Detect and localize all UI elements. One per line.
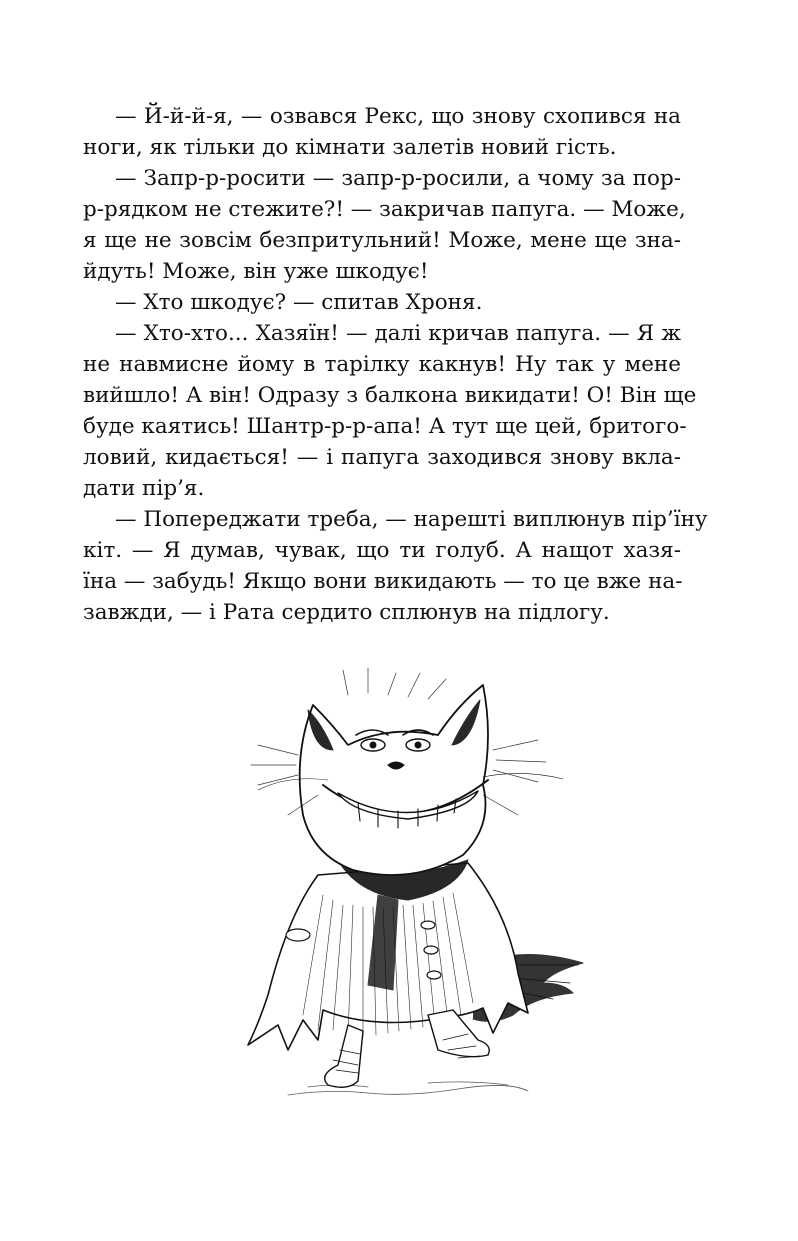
text-line-7: — Хто шкодує? — спитав Хроня. xyxy=(115,290,483,315)
text-line-15: кіт. — Я думав, чувак, що ти голуб. А нащот хазя- xyxy=(83,538,681,563)
text-line-3: — Запр-р-росити — запр-р-росили, а чому за пор- xyxy=(115,166,681,191)
text-line-12: ловий, кидається! — і папуга заходився знову вкла- xyxy=(83,445,681,470)
text-line-17: завжди, — і Рата сердито сплюнув на підлогу. xyxy=(83,600,610,625)
text-line-4: р-рядком не стежите?! — закричав папуга. — Може, xyxy=(83,197,686,222)
text-line-11: буде каятись! Шантр-р-р-апа! А тут ще цей, бритого- xyxy=(83,414,687,439)
text-line-5: я ще не зовсім безпритульний! Може, мене ще зна- xyxy=(83,228,681,253)
page-text xyxy=(83,101,708,628)
text-line-6: йдуть! Може, він уже шкодує! xyxy=(83,259,429,284)
grinning-cat-illustration xyxy=(228,665,598,1105)
text-line-10: вийшло! А він! Одразу з балкона викидати! О! Він ще xyxy=(83,383,697,408)
text-line-1: — Й-й-й-я, — озвався Рекс, що знову схопився на xyxy=(115,104,681,129)
text-line-13: дати пір’я. xyxy=(83,476,205,501)
grinning-cat-icon xyxy=(248,668,583,1095)
text-line-8: — Хто-хто... Хазяїн! — далі кричав папуга. — Я ж xyxy=(115,321,681,346)
text-line-16: їна — забудь! Якщо вони викидають — то це вже на- xyxy=(83,569,683,594)
text-line-9: не навмисне йому в тарілку какнув! Ну так у мене xyxy=(83,352,681,377)
text-line-14: — Попереджати треба, — нарешті виплюнув пір’їну xyxy=(115,507,708,532)
text-line-2: ноги, як тільки до кімнати залетів новий гість. xyxy=(83,135,617,160)
